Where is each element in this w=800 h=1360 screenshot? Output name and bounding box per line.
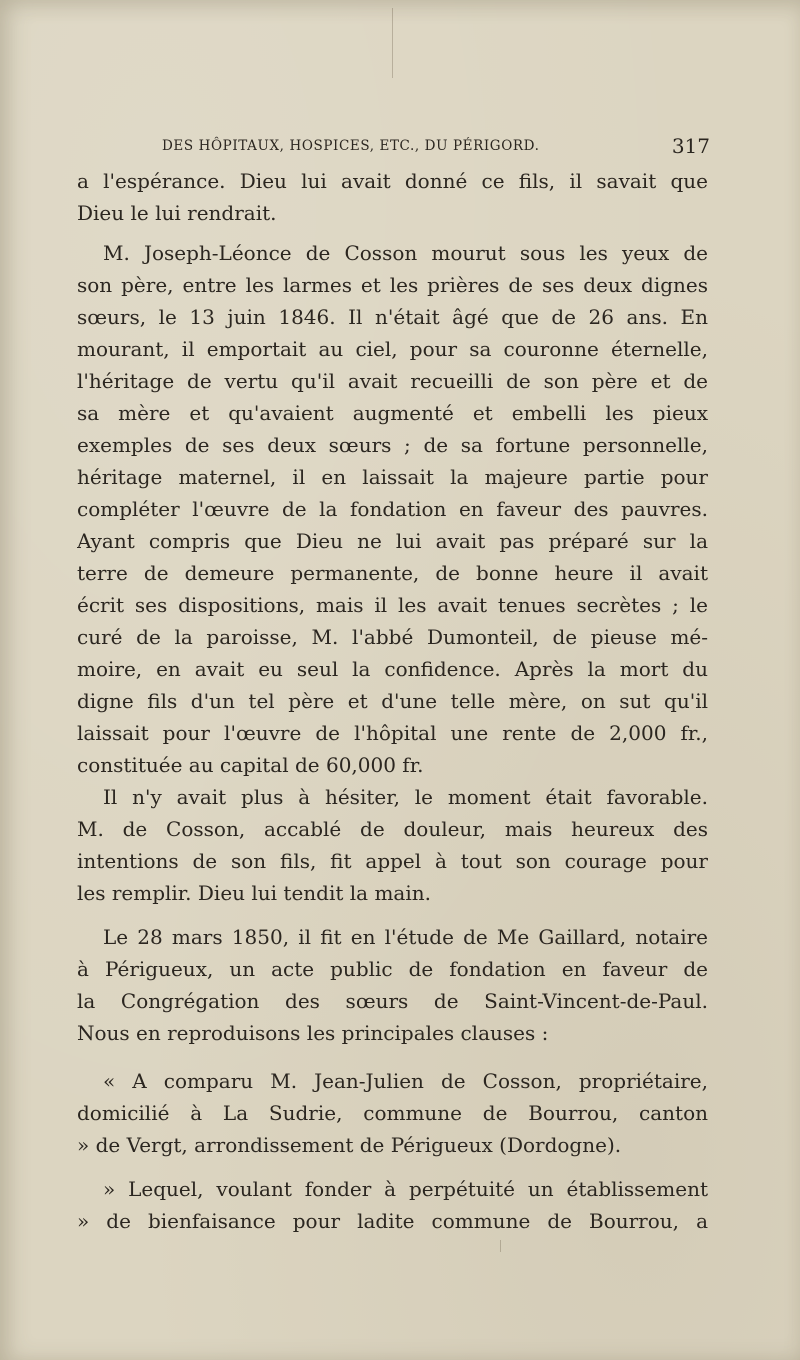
text-line: écrit ses dispositions, mais il les avait tenues secrètes ; le <box>77 593 708 617</box>
text-line: les remplir. Dieu lui tendit la main. <box>77 881 431 905</box>
quote-line: » de bienfaisance pour ladite commune de Bourrou, a <box>77 1209 708 1233</box>
text-line: à Périgueux, un acte public de fondation en faveur de <box>77 957 708 981</box>
page-number: 317 <box>671 134 710 158</box>
text-line: Nous en reproduisons les principales clauses : <box>77 1021 549 1045</box>
text-line: laissait pour l'œuvre de l'hôpital une rente de 2,000 fr., <box>77 721 708 745</box>
text-line: mourant, il emportait au ciel, pour sa couronne éternelle, <box>77 337 708 361</box>
text-line: l'héritage de vertu qu'il avait recueilli de son père et de <box>77 369 708 393</box>
text-line: intentions de son fils, fit appel à tout son courage pour <box>77 849 708 873</box>
text-line: moire, en avait eu seul la confidence. Après la mort du <box>77 657 708 681</box>
quote-line: » de Vergt, arrondissement de Périgueux (Dordogne). <box>77 1133 622 1157</box>
text-line: exemples de ses deux sœurs ; de sa fortune personnelle, <box>77 433 708 457</box>
text-line: la Congrégation des sœurs de Saint-Vincent-de-Paul. <box>77 989 708 1013</box>
running-title: DES HÔPITAUX, HOSPICES, ETC., DU PÉRIGORD. <box>162 138 540 154</box>
paper-speck <box>500 1240 501 1252</box>
text-line: sa mère et qu'avaient augmenté et embelli les pieux <box>77 401 708 425</box>
running-head <box>162 135 710 159</box>
text-line: Ayant compris que Dieu ne lui avait pas préparé sur la <box>77 529 708 553</box>
quote-start-line: » Lequel, voulant fonder à perpétuité un établissement <box>103 1177 708 1201</box>
text-line: a l'espérance. Dieu lui avait donné ce fils, il savait que <box>77 169 708 193</box>
text-line: compléter l'œuvre de la fondation en faveur des pauvres. <box>77 497 708 521</box>
quote-start-line: « A comparu M. Jean-Julien de Cosson, propriétaire, <box>103 1069 708 1093</box>
paragraph-start-line: Il n'y avait plus à hésiter, le moment était favorable. <box>103 785 708 809</box>
paper-crease <box>392 8 393 78</box>
paragraph-start-line: Le 28 mars 1850, il fit en l'étude de Me Gaillard, notaire <box>103 925 708 949</box>
text-line: curé de la paroisse, M. l'abbé Dumonteil, de pieuse mé- <box>77 625 708 649</box>
text-line: terre de demeure permanente, de bonne heure il avait <box>77 561 708 585</box>
quote-line: domicilié à La Sudrie, commune de Bourrou, canton <box>77 1101 708 1125</box>
text-line: digne fils d'un tel père et d'une telle mère, on sut qu'il <box>77 689 708 713</box>
text-line: héritage maternel, il en laissait la majeure partie pour <box>77 465 708 489</box>
paragraph-start-line: M. Joseph-Léonce de Cosson mourut sous les yeux de <box>103 241 708 265</box>
body-text <box>77 165 708 1237</box>
text-line: sœurs, le 13 juin 1846. Il n'était âgé que de 26 ans. En <box>77 305 708 329</box>
text-line: M. de Cosson, accablé de douleur, mais heureux des <box>77 817 708 841</box>
text-line: constituée au capital de 60,000 fr. <box>77 753 424 777</box>
text-line: son père, entre les larmes et les prières de ses deux dignes <box>77 273 708 297</box>
text-line: Dieu le lui rendrait. <box>77 201 277 225</box>
